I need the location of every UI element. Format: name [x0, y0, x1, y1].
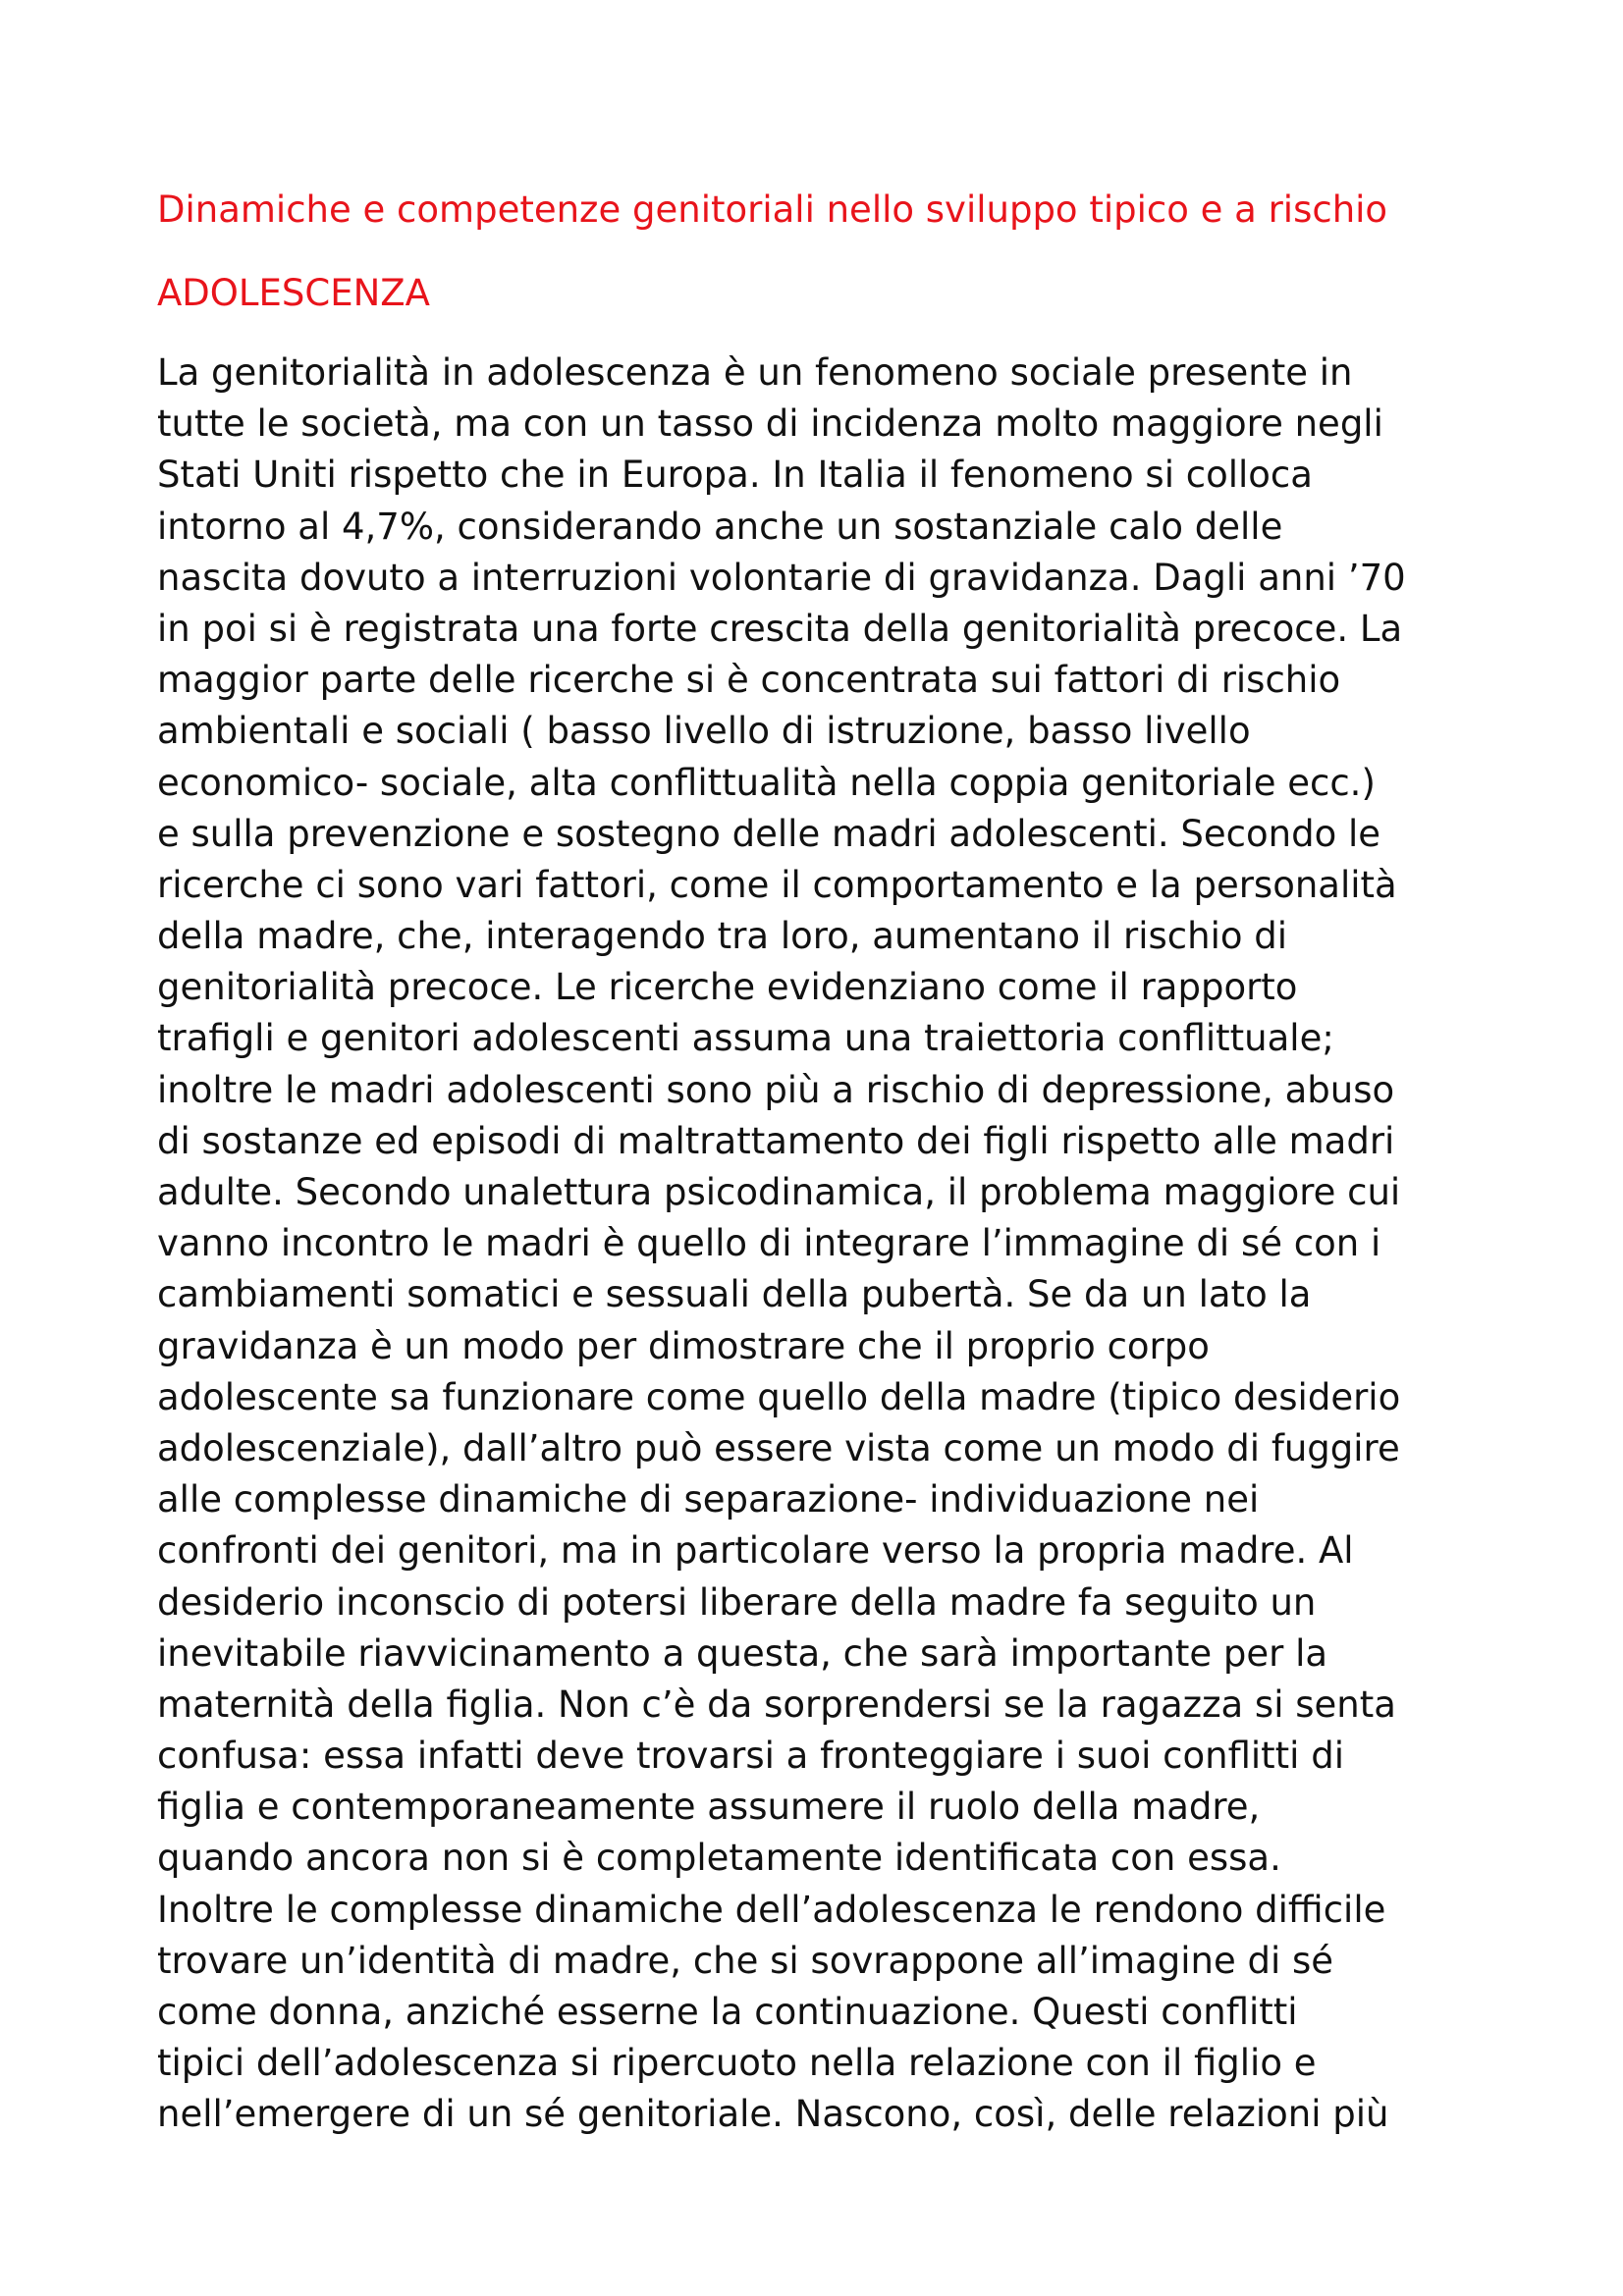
body-text-line: nascita dovuto a interruzioni volontarie di gravidanza. Dagli anni ’70: [157, 556, 1406, 599]
body-text-line: inoltre le madri adolescenti sono più a rischio di depressione, abuso: [157, 1068, 1395, 1111]
body-text-line: di sostanze ed episodi di maltrattamento dei figli rispetto alle madri: [157, 1119, 1395, 1162]
body-text-line: maggior parte delle ricerche si è concentrata sui fattori di rischio: [157, 659, 1341, 702]
body-text-line: tutte le società, ma con un tasso di incidenza molto maggiore negli: [157, 402, 1383, 446]
body-text-line: in poi si è registrata una forte crescita della genitorialità precoce. La: [157, 607, 1403, 650]
body-text-line: intorno al 4,7%, considerando anche un sostanziale calo delle: [157, 505, 1283, 548]
body-text-line: ambientali e sociali ( basso livello di istruzione, basso livello: [157, 710, 1251, 753]
body-text-line: inevitabile riavvicinamento a questa, che sarà importante per la: [157, 1631, 1328, 1675]
body-text-line: trafigli e genitori adolescenti assuma una traiettoria conflittuale;: [157, 1017, 1334, 1060]
body-text-line: adulte. Secondo unalettura psicodinamica, il problema maggiore cui: [157, 1171, 1401, 1213]
body-text-line: economico- sociale, alta conflittualità nella coppia genitoriale ecc.): [157, 761, 1376, 804]
body-text-line: vanno incontro le madri è quello di integrare l’immagine di sé con i: [157, 1222, 1381, 1265]
section-heading: ADOLESCENZA: [157, 272, 430, 314]
body-paragraph: [157, 347, 1532, 2141]
body-text-line: maternità della figlia. Non c’è da sorprendersi se la ragazza si senta: [157, 1682, 1396, 1726]
body-text-line: figlia e contemporaneamente assumere il ruolo della madre,: [157, 1786, 1261, 1829]
body-text-line: genitorialità precoce. Le ricerche evidenziano come il rapporto: [157, 966, 1298, 1009]
body-text-line: ricerche ci sono vari fattori, come il comportamento e la personalità: [157, 863, 1397, 906]
body-text-line: tipici dell’adolescenza si ripercuoto nella relazione con il figlio e: [157, 2042, 1317, 2085]
body-text-line: adolescenziale), dall’altro può essere vista come un modo di fuggire: [157, 1426, 1400, 1469]
body-text-line: e sulla prevenzione e sostegno delle madri adolescenti. Secondo le: [157, 812, 1381, 855]
body-text-line: trovare un’identità di madre, che si sovrappone all’imagine di sé: [157, 1939, 1334, 1982]
body-text-line: alle complesse dinamiche di separazione- individuazione nei: [157, 1478, 1260, 1522]
body-text-line: adolescente sa funzionare come quello della madre (tipico desiderio: [157, 1375, 1401, 1418]
document-title: Dinamiche e competenze genitoriali nello sviluppo tipico e a rischio: [157, 188, 1388, 231]
body-text-line: Stati Uniti rispetto che in Europa. In Italia il fenomeno si colloca: [157, 454, 1313, 497]
body-text-line: gravidanza è un modo per dimostrare che il proprio corpo: [157, 1324, 1210, 1367]
body-text-line: cambiamenti somatici e sessuali della pubertà. Se da un lato la: [157, 1273, 1312, 1316]
body-text-line: confusa: essa infatti deve trovarsi a fronteggiare i suoi conflitti di: [157, 1735, 1344, 1778]
body-text-line: nell’emergere di un sé genitoriale. Nascono, così, delle relazioni più: [157, 2093, 1389, 2136]
body-text-line: come donna, anziché esserne la continuazione. Questi conflitti: [157, 1991, 1298, 2033]
body-text-line: confronti dei genitori, ma in particolare verso la propria madre. Al: [157, 1529, 1354, 1573]
body-text-line: Inoltre le complesse dinamiche dell’adolescenza le rendono difficile: [157, 1888, 1386, 1931]
body-text-line: della madre, che, interagendo tra loro, aumentano il rischio di: [157, 915, 1288, 958]
body-text-line: desiderio inconscio di potersi liberare della madre fa seguito un: [157, 1580, 1317, 1624]
body-text-line: quando ancora non si è completamente identificata con essa.: [157, 1837, 1281, 1880]
body-text-line: La genitorialità in adolescenza è un fenomeno sociale presente in: [157, 351, 1353, 394]
